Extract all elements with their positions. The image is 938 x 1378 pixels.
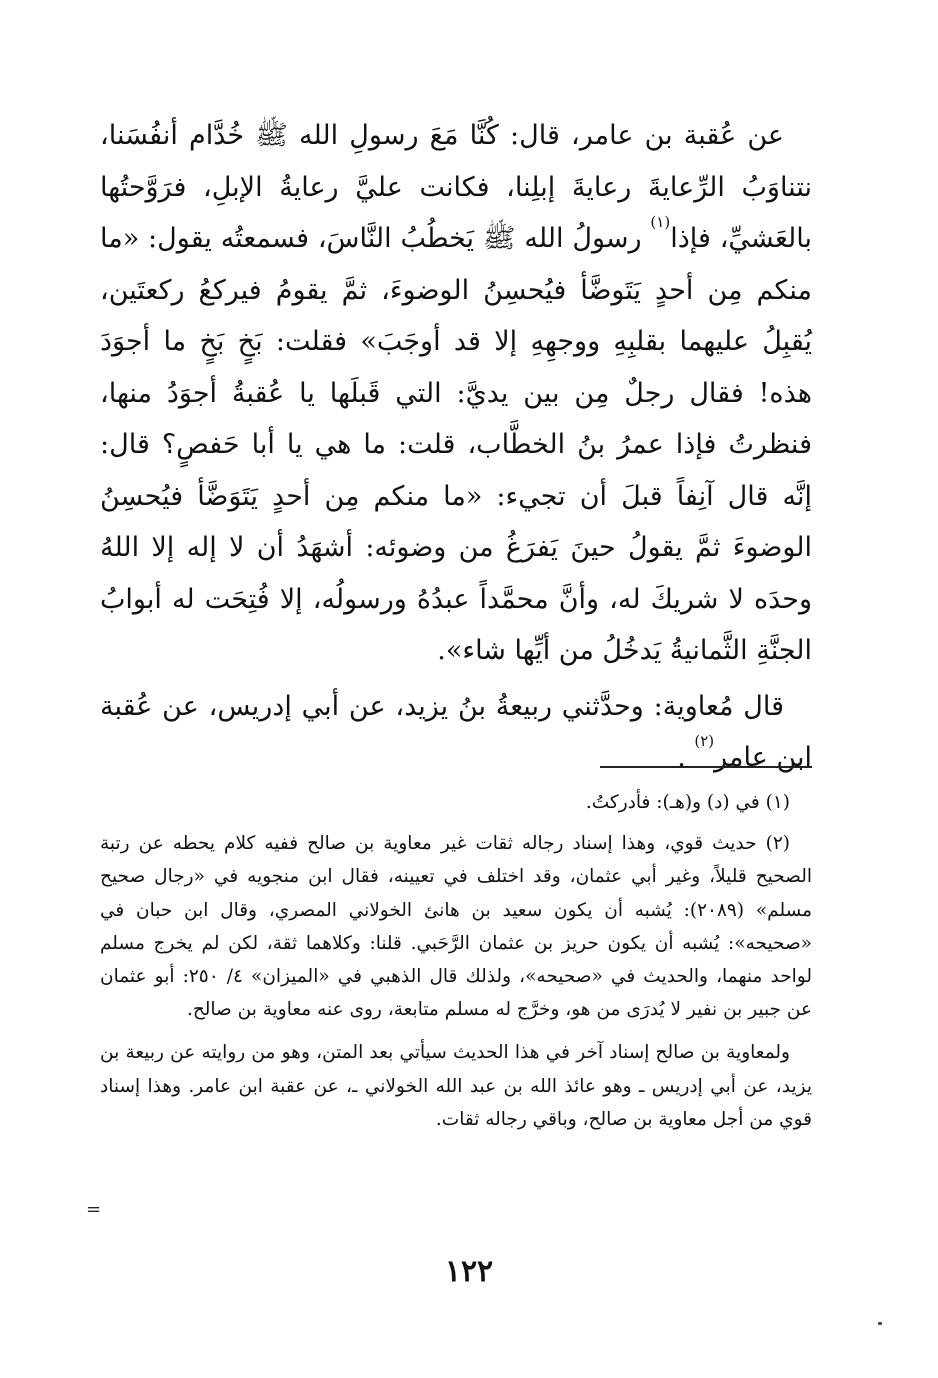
- scan-speck: [878, 1322, 882, 1325]
- chain-end: .: [677, 742, 695, 773]
- hadith-paragraph: [100, 110, 812, 677]
- footnote-marker-1: (١): [650, 213, 671, 231]
- footnote-separator: [600, 766, 812, 768]
- footnote-2: (٢) حديث قوي، وهذا إسناد رجاله ثقات غير معاوية بن صالح ففيه كلام يحطه عن رتبة الصحيح قليلاً، وغير أبي عثمان، وقد اختلف في تعيينه، فقال ابن منجويه في «رجال صحيح مسلم» (٢٠٨٩): يُشبه أن يكون سعيد بن هانئ الخولاني المصري، وقال ابن حبان في «صحيحه»: يُشبه أن يكون حريز بن عثمان الرَّحَبي. قلنا: وكلاهما ثقة، لكن لم يخرج مسلم لواحد منهما، والحديث في «صحيحه»، ولذلك قال الذهبي في «الميزان» ٤/ ٢٥٠: أبو عثمان عن جبير بن نفير لا يُدرَى من هو، وخرَّج له مسلم متابعة، روى عنه معاوية بن صالح.: [100, 833, 812, 1021]
- hadith-text-part1: عن عُقبة بن عامر، قال: كُنَّا مَعَ رسولِ الله ﷺ خُدَّام أنفُسَنا، نتناوَبُ الرِّعايةَ رعايةَ إبلِنا، فكانت عليَّ رعايةُ الإبلِ، فرَوَّحتُها بالعَشيِّ، فإذا: [100, 120, 812, 254]
- continuation-mark: =: [86, 1199, 102, 1220]
- hadith-text-part2: رسولُ الله ﷺ يَخطُبُ النَّاسَ، فسمعتُه يقول: «ما منكم مِن أحدٍ يَتَوضَّأ فيُحسِنُ الوضوءَ، ثمَّ يقومُ فيركعُ ركعتَين، يُقبِلُ عليهما بقلبِهِ ووجهِهِ إلا قد أوجَبَ» فقلت: بَخٍ بَخٍ ما أجوَدَ هذه! فقال رجلٌ مِن بين يديَّ: التي قَبلَها يا عُقبةُ أجوَدُ منها، فنظرتُ فإذا عمرُ بنُ الخطَّاب، قلت: ما هي يا أبا حَفصٍ؟ قال: إنَّه قال آنِفاً قبلَ أن تجيء: «ما منكم مِن أحدٍ يَتَوَضَّأ فيُحسِنُ الوضوءَ ثمَّ يقولُ حينَ يَفرَغُ من وضوئه: أشهَدُ أن لا إله إلا اللهُ وحدَه لا شريكَ له، وأنَّ محمَّداً عبدُهُ ورسولُه، إلا فُتِحَت له أبوابُ الجنَّةِ الثَّمانيةُ يَدخُلُ من أيِّها شاء».: [100, 223, 812, 666]
- footnotes: [100, 786, 812, 1136]
- page-number: ١٢٢: [444, 1254, 494, 1289]
- footnote-1: (١) في (د) و(هـ): فأدركتُ.: [585, 792, 790, 813]
- chain-paragraph: [100, 681, 812, 784]
- chain-text: قال مُعاوية: وحدَّثني ربيعةُ بنُ يزيد، عن أبي إدريس، عن عُقبة ابن عامر: [100, 690, 812, 773]
- main-text: [100, 110, 812, 784]
- footnote-2-continued: ولمعاوية بن صالح إسناد آخر في هذا الحديث سيأتي بعد المتن، وهو من روايته عن ربيعة بن يزيد، عن أبي إدريس ـ وهو عائذ الله بن عبد الله الخولاني ـ، عن عقبة ابن عامر. وهذا إسناد قوي من أجل معاوية بن صالح، وباقي رجاله ثقات.: [100, 1042, 812, 1130]
- footnote-marker-2: (٢): [694, 732, 715, 750]
